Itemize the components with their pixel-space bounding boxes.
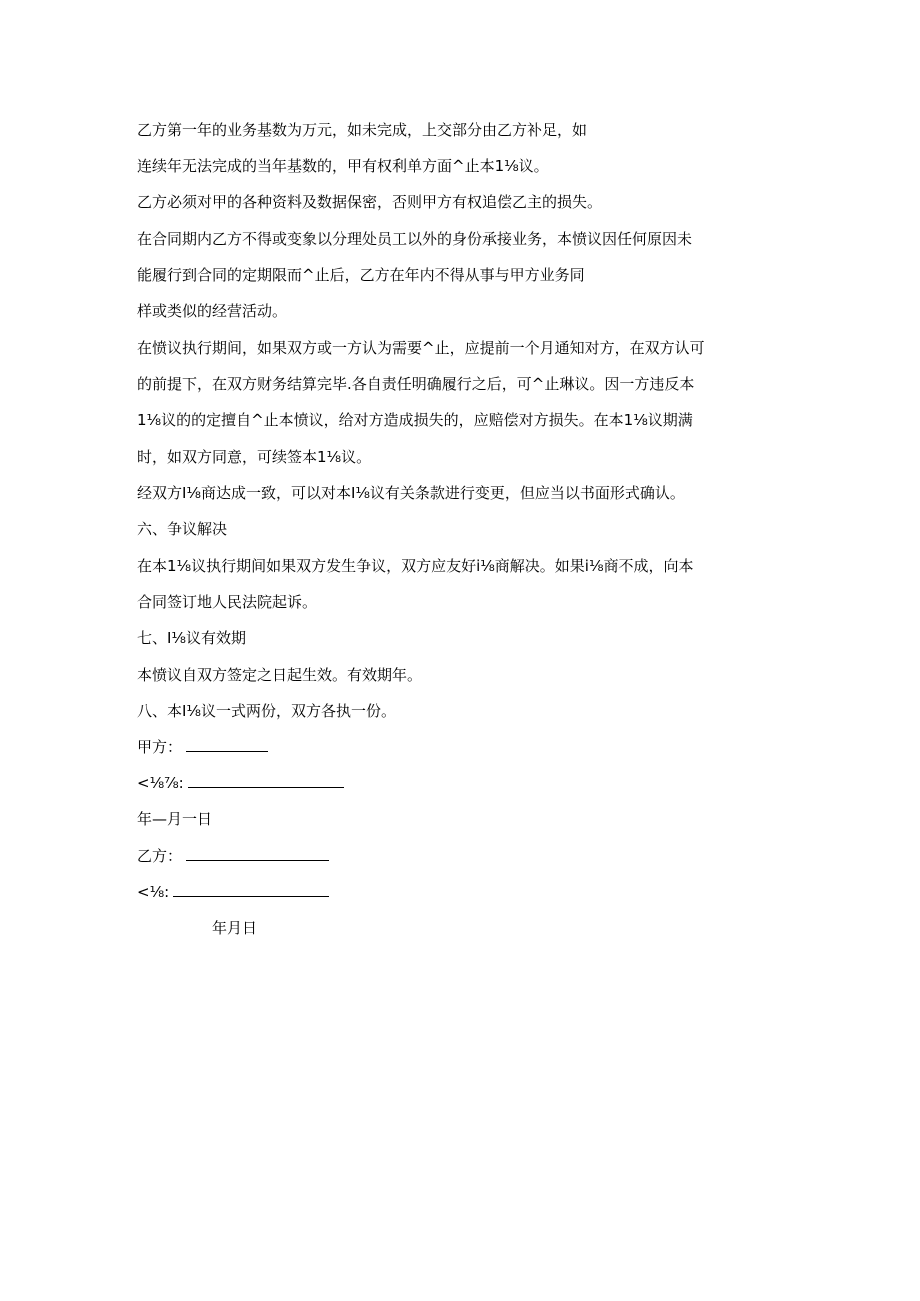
party-a-signature xyxy=(137,737,268,757)
party-a-rep-blank xyxy=(188,773,344,788)
paragraph-line: 乙方必须对甲的各种资料及数据保密，否则甲方有权追偿乙主的损失。 xyxy=(137,193,603,211)
section-heading: 八、本I⅛议一式两份，双方各执一份。 xyxy=(137,702,396,720)
section-heading: 七、I⅛议有效期 xyxy=(137,629,246,647)
party-a-blank xyxy=(186,737,268,752)
paragraph-line: 连续年无法完成的当年基数的，甲有权利单方面^止本1⅛议。 xyxy=(137,157,549,175)
paragraph-line: 合同签订地人民法院起诉。 xyxy=(137,593,318,611)
party-b-rep-signature xyxy=(137,882,329,902)
party-b-rep-blank xyxy=(173,882,329,897)
paragraph-line: 时，如双方同意，可续签本1⅛议。 xyxy=(137,448,372,466)
date-line-a: 年—月一日 xyxy=(137,810,213,828)
paragraph-line: 在愤议执行期间，如果双方或一方认为需要^止，应提前一个月通知对方，在双方认可 xyxy=(137,339,705,357)
paragraph-line: 在本1⅛议执行期间如果双方发生争议，双方应友好i⅛商解决。如果i⅛商不成，向本 xyxy=(137,557,694,575)
date-line-b: 年月日 xyxy=(212,919,258,937)
party-b-blank xyxy=(186,846,329,861)
paragraph-line: 本愤议自双方签定之日起生效。有效期年。 xyxy=(137,666,423,684)
party-a-rep-label: <⅛⅞: xyxy=(137,774,184,792)
section-heading: 六、争议解决 xyxy=(137,520,228,538)
paragraph-line: 样或类似的经营活动。 xyxy=(137,302,288,320)
party-b-rep-label: <⅛: xyxy=(137,883,170,901)
paragraph-line: 的前提下，在双方财务结算完毕.各自责任明确履行之后，可^止琳议。因一方违反本 xyxy=(137,375,695,393)
paragraph-line: 乙方第一年的业务基数为万元，如未完成，上交部分由乙方补足，如 xyxy=(137,121,588,139)
paragraph-line: 在合同期内乙方不得或变象以分理处员工以外的身份承接业务，本愤议因任何原因未 xyxy=(137,230,693,248)
party-a-rep-signature xyxy=(137,773,344,793)
party-a-label: 甲方： xyxy=(137,738,183,756)
paragraph-line: 1⅛议的的定擅自^止本愤议，给对方造成损失的，应赔偿对方损失。在本1⅛议期满 xyxy=(137,411,693,429)
paragraph-line: 能履行到合同的定期限而^止后，乙方在年内不得从事与甲方业务同 xyxy=(137,266,585,284)
party-b-label: 乙方： xyxy=(137,847,183,865)
party-b-signature xyxy=(137,846,329,866)
paragraph-line: 经双方I⅛商达成一致，可以对本I⅛议有关条款进行变更，但应当以书面形式确认。 xyxy=(137,484,685,502)
